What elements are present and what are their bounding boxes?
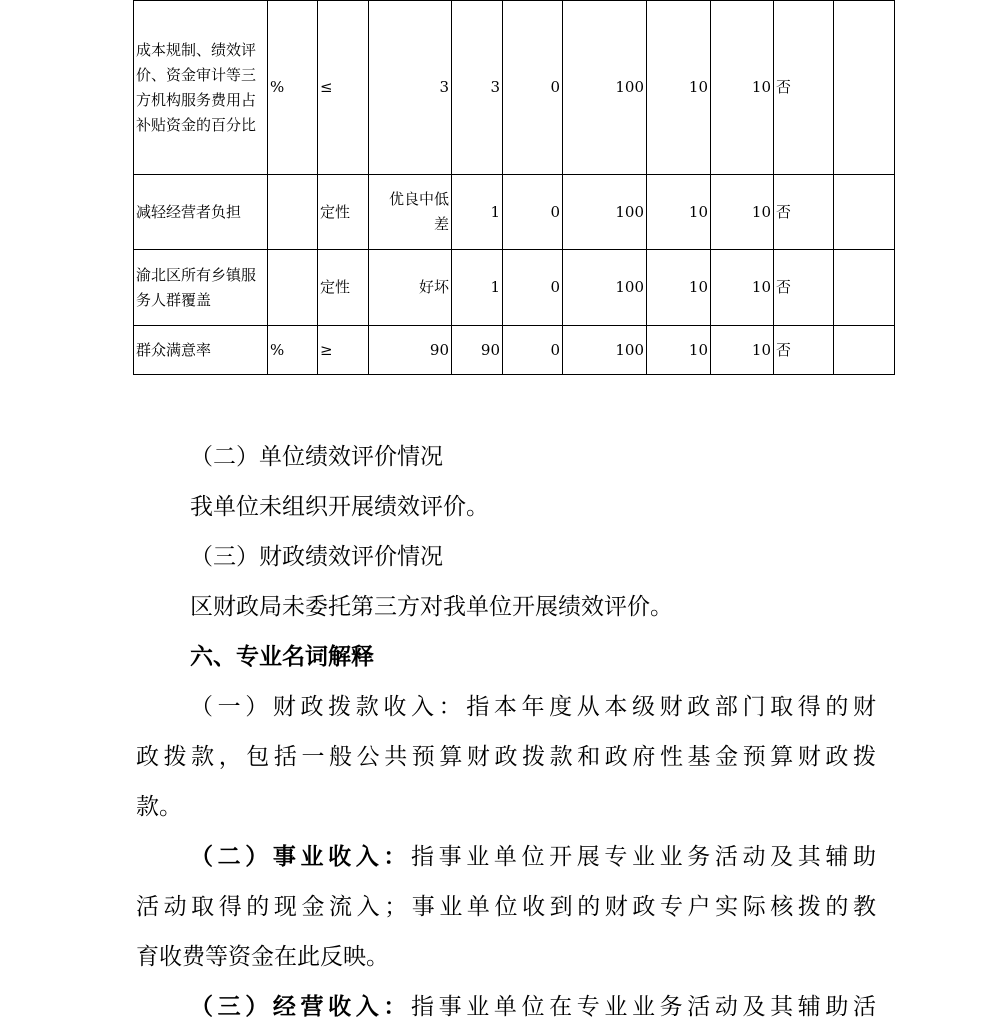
value-cell: 10 xyxy=(711,175,774,250)
term-definition-line xyxy=(136,832,876,882)
paragraph-finance-evaluation: 区财政局未委托第三方对我单位开展绩效评价。 xyxy=(190,594,673,620)
performance-indicator-table xyxy=(133,0,895,375)
value-cell: 10 xyxy=(647,250,711,326)
operator-cell: 定性 xyxy=(318,175,369,250)
target-value-cell: 好坏 xyxy=(369,250,452,326)
flag-cell: 否 xyxy=(774,326,834,375)
value-cell: 100 xyxy=(563,175,647,250)
unit-cell: % xyxy=(268,326,318,375)
remark-cell xyxy=(834,1,895,175)
actual-value-cell: 90 xyxy=(452,326,503,375)
table-row xyxy=(134,326,895,375)
value-cell: 10 xyxy=(711,250,774,326)
value-cell: 10 xyxy=(647,175,711,250)
value-cell: 0 xyxy=(503,326,563,375)
table-row xyxy=(134,175,895,250)
table-row xyxy=(134,250,895,326)
value-cell: 10 xyxy=(711,326,774,375)
unit-cell xyxy=(268,175,318,250)
term-definition-line xyxy=(136,682,876,732)
indicator-name-cell: 渝北区所有乡镇服务人群覆盖 xyxy=(134,250,268,326)
value-cell: 0 xyxy=(503,1,563,175)
document-body xyxy=(136,432,876,1032)
indicator-name-cell: 成本规制、绩效评价、资金审计等三方机构服务费用占补贴资金的百分比 xyxy=(134,1,268,175)
table-row xyxy=(134,1,895,175)
flag-cell: 否 xyxy=(774,175,834,250)
operator-cell: 定性 xyxy=(318,250,369,326)
operator-cell: ≥ xyxy=(318,326,369,375)
value-cell: 0 xyxy=(503,175,563,250)
term-definition-line: 育收费等资金在此反映。 xyxy=(136,944,389,970)
value-cell: 100 xyxy=(563,326,647,375)
value-cell: 100 xyxy=(563,250,647,326)
term-definition-text: 指本年度从本级财政部门取得的财 xyxy=(466,694,876,720)
target-value-cell: 优良中低差 xyxy=(369,175,452,250)
remark-cell xyxy=(834,250,895,326)
target-value-cell: 3 xyxy=(369,1,452,175)
value-cell: 100 xyxy=(563,1,647,175)
value-cell: 10 xyxy=(647,1,711,175)
operator-cell: ≤ xyxy=(318,1,369,175)
paragraph-unit-evaluation: 我单位未组织开展绩效评价。 xyxy=(190,494,489,520)
value-cell: 0 xyxy=(503,250,563,326)
indicator-name-cell: 群众满意率 xyxy=(134,326,268,375)
remark-cell xyxy=(834,326,895,375)
term-definition-line: 政拨款，包括一般公共预算财政拨款和政府性基金预算财政拨 xyxy=(136,744,876,770)
unit-cell xyxy=(268,250,318,326)
term-title: （二）事业收入： xyxy=(190,843,411,870)
term-title: （三）经营收入： xyxy=(190,993,411,1020)
remark-cell xyxy=(834,175,895,250)
flag-cell: 否 xyxy=(774,250,834,326)
term-definition-line xyxy=(136,982,876,1032)
value-cell: 10 xyxy=(711,1,774,175)
term-definition-line: 款。 xyxy=(136,794,182,820)
actual-value-cell: 1 xyxy=(452,250,503,326)
section-heading-unit-evaluation: （二）单位绩效评价情况 xyxy=(190,444,443,470)
term-title: （一）财政拨款收入： xyxy=(190,694,467,720)
target-value-cell: 90 xyxy=(369,326,452,375)
flag-cell: 否 xyxy=(774,1,834,175)
indicator-name-cell: 减轻经营者负担 xyxy=(134,175,268,250)
unit-cell: % xyxy=(268,1,318,175)
section-heading-terms: 六、专业名词解释 xyxy=(190,643,374,670)
term-definition-line: 活动取得的现金流入；事业单位收到的财政专户实际核拨的教 xyxy=(136,894,876,920)
value-cell: 10 xyxy=(647,326,711,375)
actual-value-cell: 1 xyxy=(452,175,503,250)
term-definition-text: 指事业单位在专业业务活动及其辅助活 xyxy=(411,994,876,1020)
term-definition-text: 指事业单位开展专业业务活动及其辅助 xyxy=(411,844,876,870)
section-heading-finance-evaluation: （三）财政绩效评价情况 xyxy=(190,544,443,570)
actual-value-cell: 3 xyxy=(452,1,503,175)
